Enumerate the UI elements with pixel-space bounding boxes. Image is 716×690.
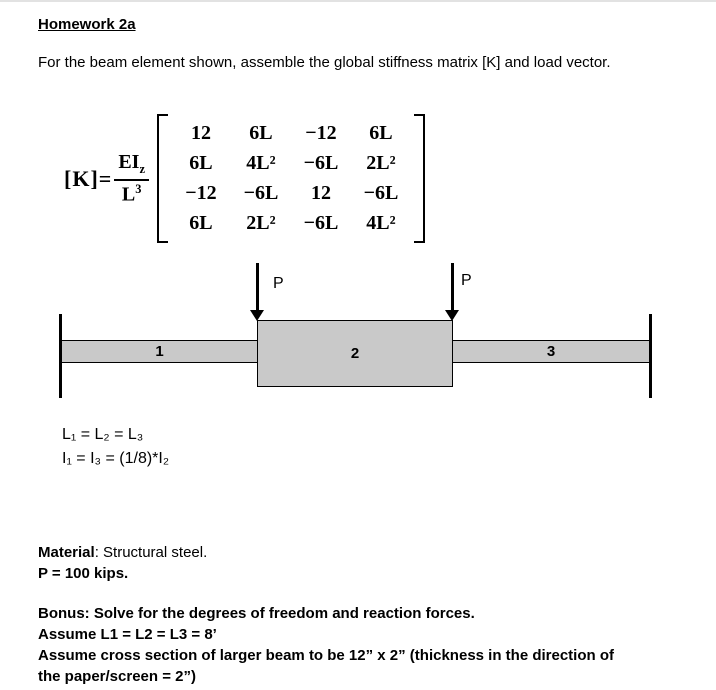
bonus-section	[38, 603, 614, 687]
matrix-cell: 6L	[189, 212, 213, 234]
fraction-numerator	[114, 151, 149, 181]
bonus-line: Bonus: Solve for the degrees of freedom and reaction forces.	[38, 605, 475, 622]
matrix-cell: −6L	[303, 212, 339, 234]
equals-sign: =	[98, 165, 113, 191]
problem-statement: For the beam element shown, assemble the global stiffness matrix [K] and load vector.	[38, 54, 611, 71]
numerator-base: EI	[118, 151, 140, 174]
matrix-cell: −12	[185, 182, 217, 204]
load-label-left: P	[273, 275, 284, 292]
assume-cross-section-line-2: the paper/screen = 2”)	[38, 668, 196, 685]
matrix-left-bracket	[157, 114, 168, 243]
segment-2-label: 2	[350, 345, 360, 362]
assumption-equations	[62, 423, 169, 471]
stiffness-matrix	[172, 114, 410, 243]
load-value-line: P = 100 kips.	[38, 565, 129, 582]
load-arrow-right	[451, 263, 454, 312]
segment-3-label: 3	[546, 343, 556, 360]
matrix-cell: −12	[305, 122, 337, 144]
segment-1-label: 1	[155, 343, 164, 360]
matrix-cell: 12	[310, 182, 331, 204]
beam-segment-3	[452, 340, 650, 363]
inertia-equation: I₁ = I₃ = (1/8)*I₂	[62, 450, 170, 467]
beam-diagram	[0, 257, 716, 407]
beam-segment-1	[61, 340, 258, 363]
matrix-cell: 4L²	[246, 152, 276, 174]
matrix-cell: −6L	[243, 182, 279, 204]
assume-cross-section-line-1: Assume cross section of larger beam to be 12” x 2” (thickness in the direction of	[38, 647, 614, 664]
denominator-base: L	[121, 183, 136, 206]
matrix-cell: 4L²	[366, 212, 396, 234]
material-line	[38, 544, 207, 561]
matrix-cell: −6L	[303, 152, 339, 174]
k-bracket-label	[64, 166, 112, 192]
matrix-cell: 6L	[189, 152, 213, 174]
stiffness-matrix-equation	[64, 114, 425, 243]
matrix-cell: −6L	[363, 182, 399, 204]
fraction-denominator	[122, 181, 142, 206]
numerator-subscript: z	[139, 162, 145, 177]
material-label: Material	[38, 544, 95, 561]
material-value: : Structural steel.	[94, 544, 208, 561]
matrix-cell: 2L²	[246, 212, 276, 234]
matrix-cell: 6L	[249, 122, 273, 144]
assume-lengths-line: Assume L1 = L2 = L3 = 8’	[38, 626, 217, 643]
k-symbol: [K]	[64, 165, 99, 191]
matrix-cell: 2L²	[366, 152, 396, 174]
matrix-cell: 12	[190, 122, 211, 144]
matrix-right-bracket	[414, 114, 425, 243]
page-title: Homework 2a	[38, 16, 136, 33]
load-arrow-left	[256, 263, 259, 312]
load-label-right: P	[461, 272, 472, 289]
length-equation: L₁ = L₂ = L₃	[62, 426, 144, 443]
denominator-exponent: 3	[135, 181, 142, 196]
ei-over-l3-fraction	[114, 151, 149, 205]
matrix-cell: 6L	[369, 122, 393, 144]
beam-segment-2	[257, 320, 453, 387]
